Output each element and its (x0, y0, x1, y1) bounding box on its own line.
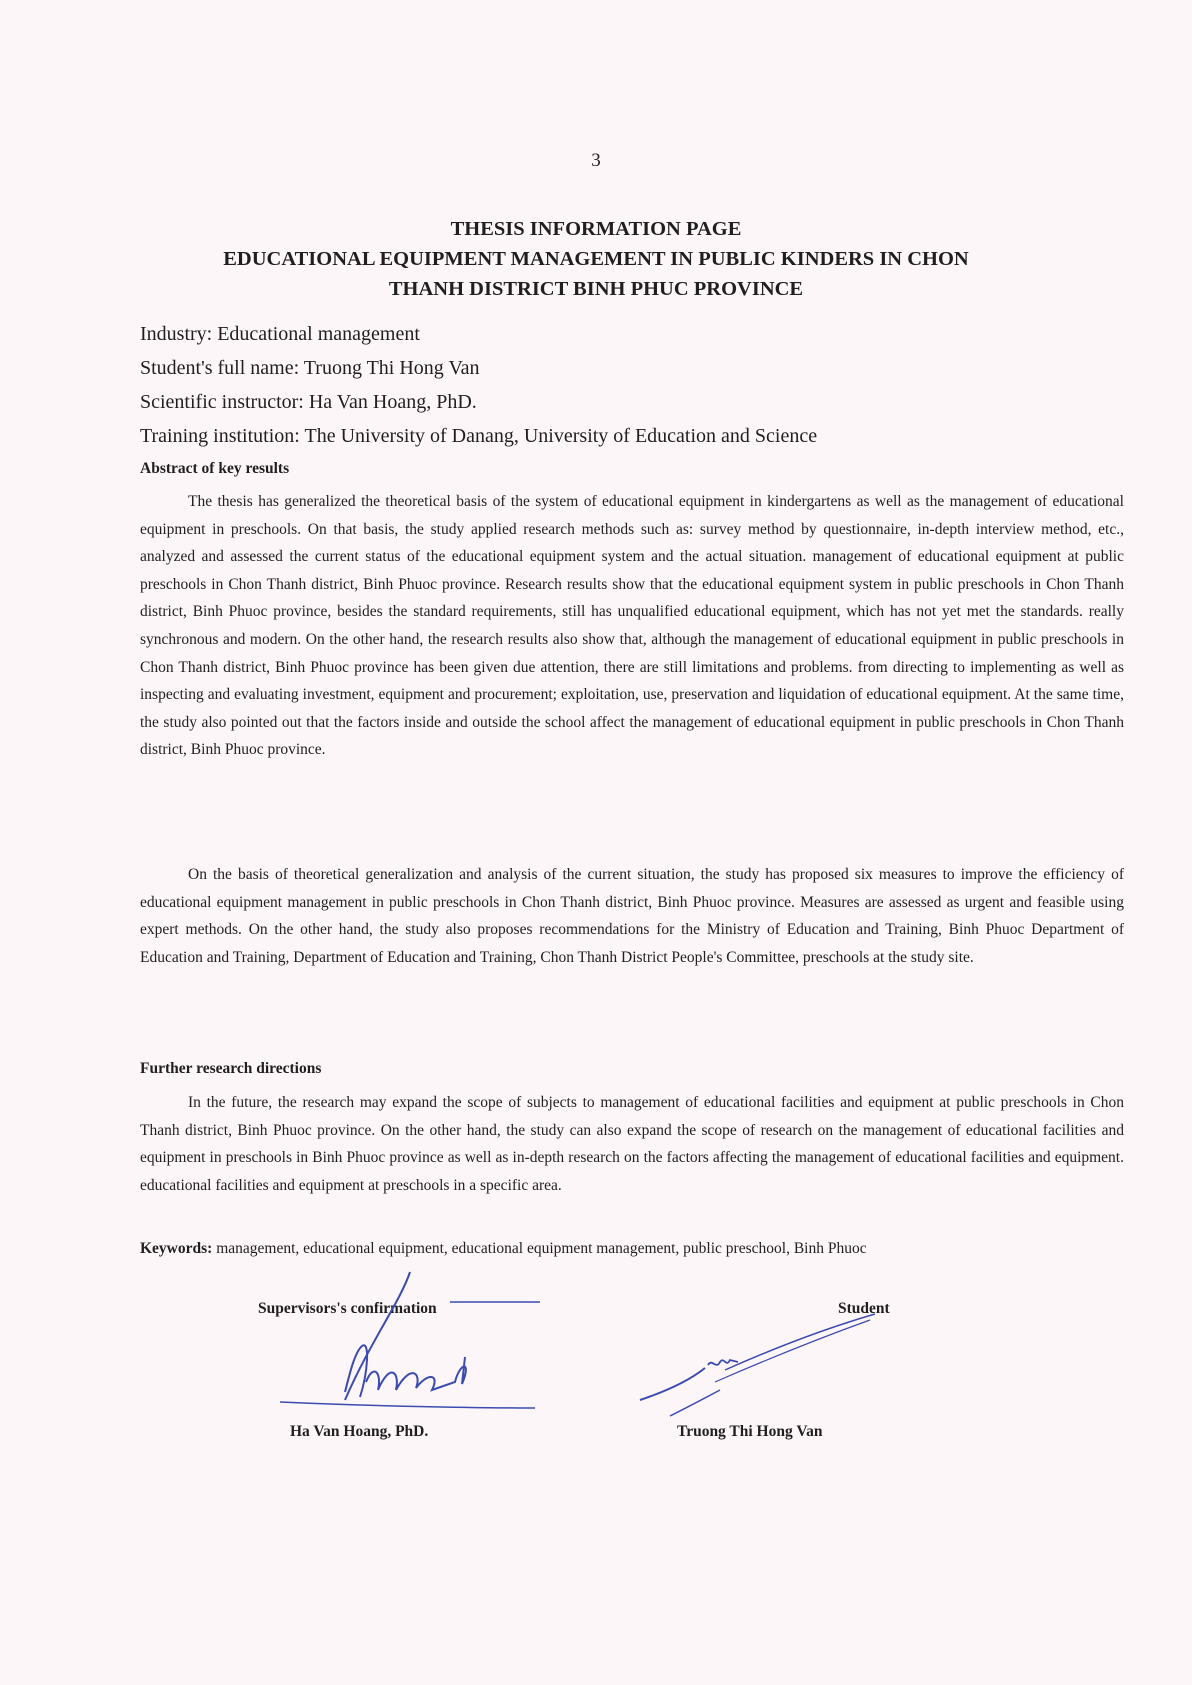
page-number: 3 (591, 150, 601, 171)
further-research-paragraph: In the future, the research may expand the scope of subjects to management of educational facilities and equipment at public preschools in Chon Thanh district, Binh Phuoc province. On the other hand, the study can also expand the scope of research on the management of educational facilities and equipment in preschools in Binh Phuoc province as well as in-depth research on the factors affecting the management of educational facilities and equipment. educational facilities and equipment at preschools in a specific area. (140, 1094, 1124, 1194)
heading-line-2: EDUCATIONAL EQUIPMENT MANAGEMENT IN PUBLIC KINDERS IN CHON (223, 248, 969, 270)
supervisor-signature (250, 1262, 550, 1412)
keywords-label: Keywords: (140, 1240, 213, 1257)
abstract-label: Abstract of key results (140, 460, 290, 477)
keywords-text: management, educational equipment, educational equipment management, public preschool, Binh Phuoc (212, 1240, 867, 1257)
instructor-line: Scientific instructor: Ha Van Hoang, PhD. (140, 391, 477, 413)
thesis-heading (120, 214, 1072, 304)
heading-line-1: THESIS INFORMATION PAGE (450, 218, 742, 240)
supervisor-confirmation-title: Supervisors's confirmation (258, 1300, 437, 1317)
supervisor-name: Ha Van Hoang, PhD. (290, 1423, 429, 1440)
industry-line: Industry: Educational management (140, 323, 420, 345)
institution-line: Training institution: The University of Danang, University of Education and Science (140, 425, 818, 447)
abstract-paragraph-1: The thesis has generalized the theoretical basis of the system of educational equipment in kindergartens as well as the management of educational equipment in preschools. On that basis, the study applied research methods such as: survey method by questionnaire, in-depth interview method, etc., analyzed and assessed the current status of the educational equipment system and the actual situation. management of educational equipment at public preschools in Chon Thanh district, Binh Phuoc province. Research results show that the educational equipment system in public preschools in Chon Thanh district, Binh Phuoc province, besides the standard requirements, still has unqualified educational equipment, which has not yet met the standards. really synchronous and modern. On the other hand, the research results also show that, although the management of educational equipment in public preschools in Chon Thanh district, Binh Phuoc province has been given due attention, there are still limitations and problems. from directing to implementing as well as inspecting and evaluating investment, equipment and procurement; exploitation, use, preservation and liquidation of educational equipment. At the same time, the study also pointed out that the factors inside and outside the school affect the management of educational equipment in public preschools in Chon Thanh district, Binh Phuoc province. (140, 493, 1124, 759)
further-research-label: Further research directions (140, 1060, 322, 1077)
student-title: Student (838, 1300, 890, 1317)
student-line: Student's full name: Truong Thi Hong Van (140, 357, 480, 379)
heading-line-3: THANH DISTRICT BINH PHUC PROVINCE (388, 278, 804, 300)
abstract-paragraph-2: On the basis of theoretical generalization and analysis of the current situation, the study has proposed six measures to improve the efficiency of educational equipment management in public preschools in Chon Thanh district, Binh Phuoc province. Measures are assessed as urgent and feasible using expert methods. On the other hand, the study also proposes recommendations for the Ministry of Education and Training, Binh Phuoc Department of Education and Training, Department of Education and Training, Chon Thanh District People's Committee, preschools at the study site. (140, 866, 1124, 966)
thesis-info (140, 317, 1130, 453)
student-signature (630, 1310, 890, 1420)
student-name: Truong Thi Hong Van (677, 1423, 823, 1440)
keywords-line (140, 1235, 1124, 1263)
